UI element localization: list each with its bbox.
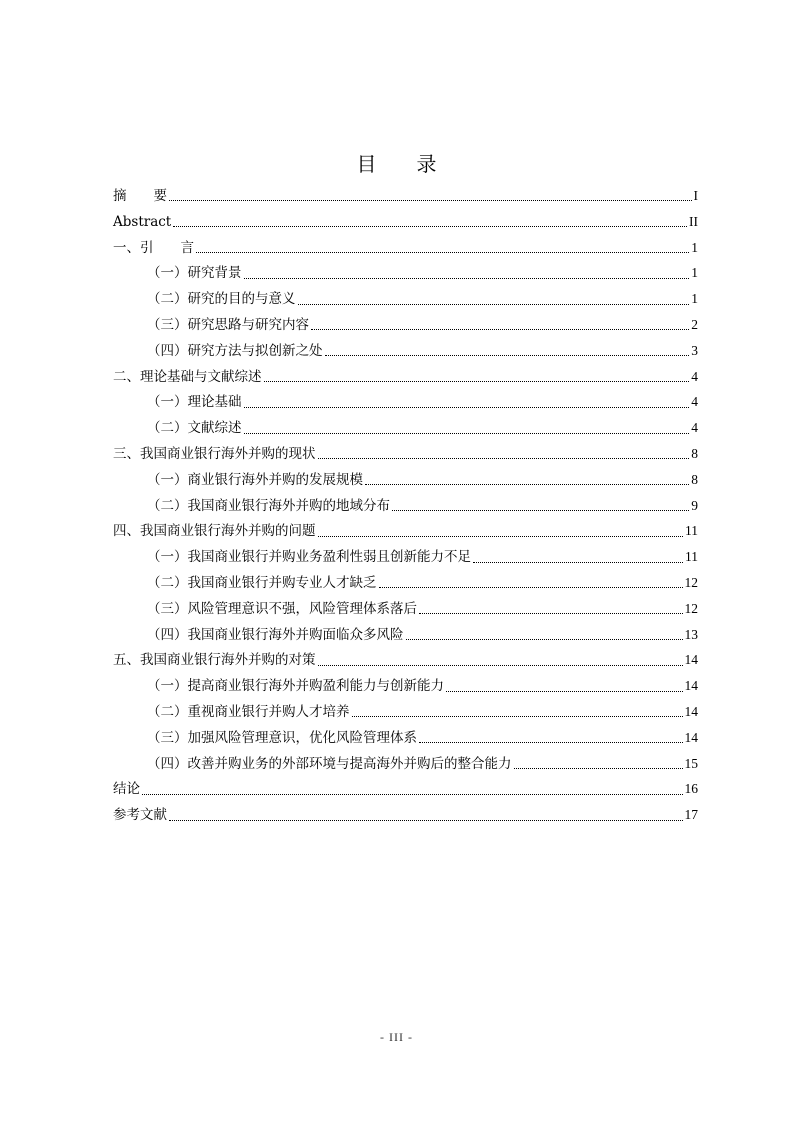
toc-entry[interactable] — [113, 518, 698, 544]
toc-entry-label: （一）我国商业银行并购业务盈利性弱且创新能力不足 — [147, 549, 471, 566]
toc-entry-label: 一、引 言 — [113, 239, 194, 256]
toc-entry-page-number: 11 — [685, 523, 698, 539]
toc-entry-label: （三）加强风险管理意识，优化风险管理体系 — [147, 729, 417, 746]
toc-entry-label: （四）研究方法与拟创新之处 — [147, 342, 323, 359]
dot-leader — [352, 716, 683, 717]
toc-entry-page-number: 1 — [691, 291, 698, 307]
toc-entry[interactable] — [113, 493, 698, 519]
toc-entry-label: （一）提高商业银行海外并购盈利能力与创新能力 — [147, 678, 444, 695]
toc-entry-page-number: 13 — [684, 626, 698, 642]
dot-leader — [142, 794, 683, 795]
toc-entry-page-number: 9 — [691, 497, 698, 513]
toc-entry[interactable] — [113, 622, 698, 648]
dot-leader — [169, 200, 692, 201]
toc-entry-label: （二）我国商业银行海外并购的地域分布 — [147, 497, 390, 514]
dot-leader — [392, 510, 689, 511]
toc-entry-page-number: 8 — [691, 445, 698, 461]
toc-entry-page-number: 1 — [691, 265, 698, 281]
toc-entry-page-number: 12 — [684, 574, 698, 590]
toc-entry-label: （二）研究的目的与意义 — [147, 291, 296, 308]
page-number-footer: - III - — [380, 1030, 413, 1044]
dot-leader — [318, 665, 683, 666]
dot-leader — [325, 355, 690, 356]
toc-entry-label: （一）研究背景 — [147, 265, 242, 282]
toc-entry-label: （三）风险管理意识不强，风险管理体系落后 — [147, 600, 417, 617]
toc-entry-page-number: 1 — [691, 239, 698, 255]
toc-entry[interactable] — [113, 544, 698, 570]
toc-entry[interactable] — [113, 699, 698, 725]
toc-entry[interactable] — [113, 467, 698, 493]
dot-leader — [264, 381, 690, 382]
toc-entry[interactable] — [113, 260, 698, 286]
dot-leader — [419, 613, 683, 614]
toc-entry[interactable] — [113, 286, 698, 312]
dot-leader — [318, 536, 684, 537]
toc-entry[interactable] — [113, 441, 698, 467]
toc-entry[interactable] — [113, 389, 698, 415]
toc-entry[interactable] — [113, 647, 698, 673]
dot-leader — [169, 820, 683, 821]
toc-entry-page-number: 15 — [684, 755, 698, 771]
toc-entry-label: （二）我国商业银行并购专业人才缺乏 — [147, 574, 377, 591]
dot-leader — [244, 433, 690, 434]
toc-entry-label: （四）改善并购业务的外部环境与提高海外并购后的整合能力 — [147, 755, 512, 772]
toc-entry-page-number: 14 — [684, 678, 698, 694]
toc-entry-label: （二）重视商业银行并购人才培养 — [147, 703, 350, 720]
toc-entry[interactable] — [113, 209, 698, 235]
toc-entry-page-number: 3 — [691, 342, 698, 358]
toc-entry-label: （二）文献综述 — [147, 420, 242, 437]
toc-entry-label: 三、我国商业银行海外并购的现状 — [113, 445, 316, 462]
toc-entry-page-number: 16 — [684, 781, 698, 797]
dot-leader — [446, 691, 683, 692]
toc-entry-page-number: 2 — [691, 316, 698, 332]
toc-entry-page-number: 12 — [684, 600, 698, 616]
toc-entry-label: Abstract — [113, 213, 172, 230]
toc-entry[interactable] — [113, 235, 698, 261]
toc-entry-page-number: I — [693, 188, 698, 203]
page-title: 目 录 — [356, 152, 437, 176]
toc-entry[interactable] — [113, 802, 698, 828]
dot-leader — [406, 639, 683, 640]
toc-entry[interactable] — [113, 183, 698, 209]
dot-leader — [473, 562, 683, 563]
toc-entry-label: 四、我国商业银行海外并购的问题 — [113, 523, 316, 540]
toc-entry-page-number: 11 — [685, 549, 698, 565]
toc-entry-page-number: II — [689, 213, 698, 229]
dot-leader — [379, 587, 683, 588]
dot-leader — [311, 329, 689, 330]
toc-entry[interactable] — [113, 596, 698, 622]
toc-entry-label: （一）理论基础 — [147, 394, 242, 411]
toc-entry[interactable] — [113, 570, 698, 596]
dot-leader — [419, 742, 683, 743]
dot-leader — [514, 768, 683, 769]
toc-entry-page-number: 4 — [691, 394, 698, 410]
dot-leader — [244, 278, 690, 279]
toc-entry[interactable] — [113, 364, 698, 390]
toc-entry[interactable] — [113, 312, 698, 338]
dot-leader — [365, 484, 689, 485]
toc-entry-label: （三）研究思路与研究内容 — [147, 316, 309, 333]
toc-entry-page-number: 14 — [684, 729, 698, 745]
toc-entry[interactable] — [113, 725, 698, 751]
dot-leader — [173, 226, 687, 227]
toc-entry-label: 摘 要 — [113, 188, 167, 204]
toc-entry-label: （一）商业银行海外并购的发展规模 — [147, 471, 363, 488]
toc-entry-page-number: 4 — [691, 420, 698, 436]
toc-entry-page-number: 4 — [691, 368, 698, 384]
toc-entry-label: 参考文献 — [113, 807, 167, 824]
toc-entry[interactable] — [113, 415, 698, 441]
toc-entry-page-number: 17 — [684, 807, 698, 823]
toc-entry[interactable] — [113, 673, 698, 699]
toc-entry-label: 结论 — [113, 781, 140, 798]
dot-leader — [244, 407, 690, 408]
toc-entry-label: 二、理论基础与文献综述 — [113, 368, 262, 385]
toc-entry[interactable] — [113, 776, 698, 802]
toc-entry-label: 五、我国商业银行海外并购的对策 — [113, 652, 316, 669]
dot-leader — [318, 458, 690, 459]
toc-entry-page-number: 8 — [691, 471, 698, 487]
table-of-contents — [113, 183, 698, 828]
dot-leader — [298, 304, 690, 305]
toc-entry-page-number: 14 — [684, 652, 698, 668]
toc-entry[interactable] — [113, 751, 698, 777]
toc-entry-label: （四）我国商业银行海外并购面临众多风险 — [147, 626, 404, 643]
dot-leader — [196, 252, 689, 253]
toc-entry[interactable] — [113, 338, 698, 364]
toc-entry-page-number: 14 — [684, 703, 698, 719]
